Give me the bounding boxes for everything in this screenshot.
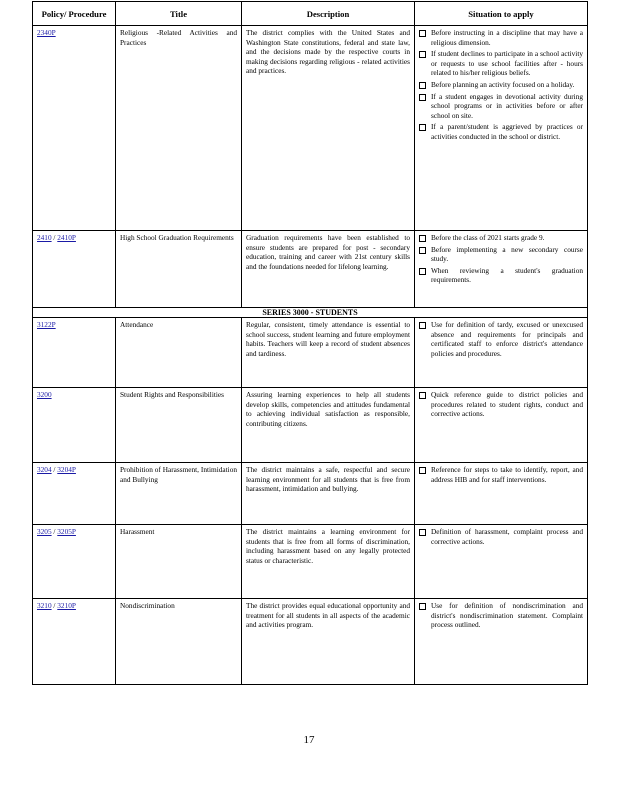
situation-text: If a parent/student is aggrieved by practices or activities conducted in the school or district.	[431, 122, 583, 141]
situation-item	[419, 527, 583, 546]
situation-item	[419, 320, 583, 358]
situation-item	[419, 601, 583, 630]
situation-item	[419, 80, 583, 90]
policy-separator: /	[51, 465, 58, 474]
checkbox-icon	[419, 268, 426, 275]
policy-link[interactable]: 2410	[37, 233, 52, 242]
policy-link[interactable]: 3210P	[57, 601, 76, 610]
checkbox-icon	[419, 529, 426, 536]
table-row	[33, 318, 588, 388]
checkbox-icon	[419, 30, 426, 37]
situation-text: Before planning an activity focused on a holiday.	[431, 79, 575, 89]
series-heading: SERIES 3000 - STUDENTS	[33, 308, 588, 318]
checkbox-icon	[419, 467, 426, 474]
title-cell: Prohibition of Harassment, Intimidation and Bullying	[116, 463, 242, 525]
situation-item	[419, 390, 583, 419]
policy-link[interactable]: 3204P	[57, 465, 76, 474]
policy-cell	[33, 599, 116, 685]
policy-link[interactable]: 3200	[37, 390, 52, 399]
situation-item	[419, 245, 583, 264]
situation-text: Reference for steps to take to identify, report, and address HIB and for staff interventions.	[431, 465, 583, 484]
situation-text: Use for definition of nondiscrimination and district's nondiscrimination statement. Complaint process outlined.	[431, 601, 583, 630]
checkbox-icon	[419, 322, 426, 329]
policy-cell	[33, 26, 116, 231]
table-row	[33, 525, 588, 599]
situation-text: Before implementing a new secondary course study.	[431, 244, 583, 264]
situation-list	[419, 28, 583, 142]
table-body	[33, 26, 588, 685]
table-row	[33, 599, 588, 685]
situation-cell	[415, 599, 588, 685]
title-cell: Student Rights and Responsibilities	[116, 388, 242, 463]
description-cell: Regular, consistent, timely attendance is essential to school success, student learning and future employment habits. Teachers will keep a record of student absences and tardiness.	[242, 318, 415, 388]
situation-list	[419, 390, 583, 419]
situation-text: When reviewing a student's graduation requirements.	[431, 265, 583, 285]
title-cell: Attendance	[116, 318, 242, 388]
situation-text: Before the class of 2021 starts grade 9.	[431, 233, 545, 242]
situation-text: Definition of harassment, complaint process and corrective actions.	[431, 527, 583, 546]
situation-list	[419, 320, 583, 358]
situation-text: Use for definition of tardy, excused or unexcused absence and requirements for principals and certificated staff to enforce district's attendance policies and procedures.	[431, 320, 583, 358]
situation-item	[419, 266, 583, 285]
situation-item	[419, 465, 583, 484]
situation-cell	[415, 463, 588, 525]
checkbox-icon	[419, 603, 426, 610]
policy-link[interactable]: 2340P	[37, 28, 56, 37]
checkbox-icon	[419, 124, 426, 131]
table-row	[33, 231, 588, 308]
situation-list	[419, 465, 583, 484]
description-cell: Graduation requirements have been established to ensure students are prepared for post - secondary education, training and career with 21st century skills and the foundations needed for lifelong learning.	[242, 231, 415, 308]
situation-text: If a student engages in devotional activity during school programs or in activities before or after school on site.	[431, 91, 583, 120]
policy-link[interactable]: 3210	[37, 601, 52, 610]
policy-separator: /	[51, 527, 58, 536]
situation-list	[419, 527, 583, 546]
policy-separator: /	[51, 233, 58, 242]
title-cell: Religious -Related Activities and Practices	[116, 26, 242, 231]
checkbox-icon	[419, 94, 426, 101]
situation-list	[419, 601, 583, 630]
policy-link[interactable]: 3205P	[57, 527, 76, 536]
title-cell: Nondiscrimination	[116, 599, 242, 685]
situation-item	[419, 49, 583, 78]
table-row	[33, 26, 588, 231]
situation-item	[419, 233, 583, 243]
situation-item	[419, 28, 583, 47]
checkbox-icon	[419, 51, 426, 58]
title-cell: Harassment	[116, 525, 242, 599]
policy-cell	[33, 231, 116, 308]
policy-cell	[33, 318, 116, 388]
header-title: Title	[116, 2, 242, 26]
policy-cell	[33, 463, 116, 525]
situation-item	[419, 92, 583, 121]
description-cell: The district maintains a safe, respectful and secure learning environment for all students that is free from harassment, intimidation and bullying.	[242, 463, 415, 525]
situation-cell	[415, 231, 588, 308]
description-cell: The district maintains a learning environment for students that is free from all forms of discrimination, including harassment based on any legally protected status or characteristic.	[242, 525, 415, 599]
table-row	[33, 388, 588, 463]
description-cell: The district complies with the United States and Washington State constitutions, federal and state law, and the decisions made by the respective courts in making decisions regarding religious - related activities and practices.	[242, 26, 415, 231]
description-cell: Assuring learning experiences to help all students develop skills, competencies and attitudes fundamental to achieving individual satisfaction as responsible, contributing citizens.	[242, 388, 415, 463]
policy-cell	[33, 388, 116, 463]
checkbox-icon	[419, 82, 426, 89]
header-situation: Situation to apply	[415, 2, 588, 26]
header-policy: Policy/ Procedure	[33, 2, 116, 26]
policy-link[interactable]: 3205	[37, 527, 52, 536]
header-description: Description	[242, 2, 415, 26]
checkbox-icon	[419, 392, 426, 399]
situation-text: Before instructing in a discipline that may have a religious dimension.	[431, 28, 583, 47]
page-number: 17	[303, 734, 315, 746]
policy-link[interactable]: 3204	[37, 465, 52, 474]
checkbox-icon	[419, 247, 426, 254]
policy-link[interactable]: 2410P	[57, 233, 76, 242]
situation-cell	[415, 525, 588, 599]
situation-text: Quick reference guide to district policies and procedures related to student rights, conduct and corrective actions.	[431, 390, 583, 419]
situation-cell	[415, 318, 588, 388]
table-row	[33, 463, 588, 525]
checkbox-icon	[419, 235, 426, 242]
description-cell: The district provides equal educational opportunity and treatment for all students in all aspects of the academic and activities program.	[242, 599, 415, 685]
situation-cell	[415, 388, 588, 463]
situation-list	[419, 233, 583, 285]
policy-cell	[33, 525, 116, 599]
situation-cell	[415, 26, 588, 231]
title-cell: High School Graduation Requirements	[116, 231, 242, 308]
policy-table	[32, 1, 588, 685]
situation-item	[419, 122, 583, 141]
policy-separator: /	[51, 601, 58, 610]
situation-text: If student declines to participate in a school activity or requests to use school facilities after - hours related to his/her religious beliefs.	[431, 49, 583, 78]
series-row	[33, 308, 588, 318]
policy-link[interactable]: 3122P	[37, 320, 56, 329]
